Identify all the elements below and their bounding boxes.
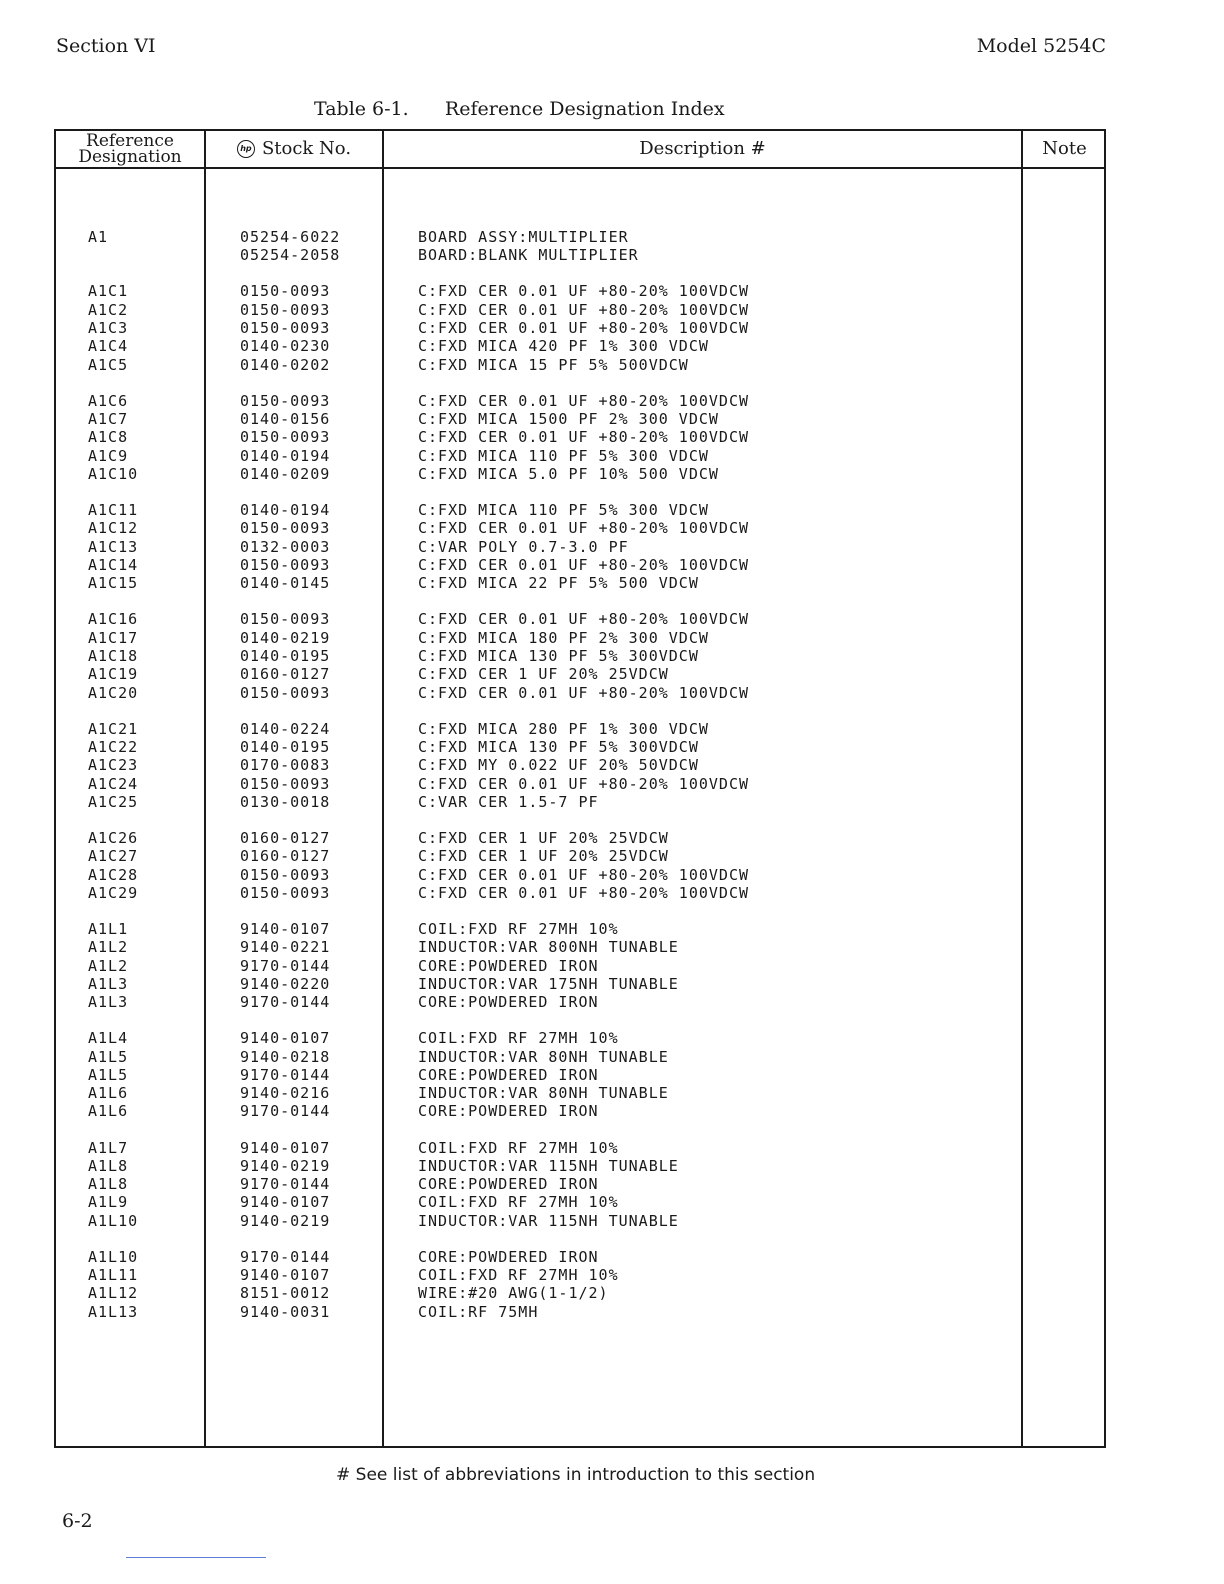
reference-designation-cell: A1C5 xyxy=(88,355,129,374)
reference-designation-cell: A1C17 xyxy=(88,628,139,647)
stock-number-cell: 0170-0083 xyxy=(240,756,331,775)
reference-designation-cell: A1C10 xyxy=(88,464,139,483)
stock-number-cell: 0132-0003 xyxy=(240,537,331,556)
description-cell: C:FXD CER 0.01 UF +80-20% 100VDCW xyxy=(418,683,750,702)
description-cell: C:FXD CER 0.01 UF +80-20% 100VDCW xyxy=(418,865,750,884)
stock-number-cell: 9140-0219 xyxy=(240,1211,331,1230)
reference-designation-cell: A1C24 xyxy=(88,774,139,793)
description-cell: C:FXD CER 0.01 UF +80-20% 100VDCW xyxy=(418,519,750,538)
reference-designation-cell: A1L8 xyxy=(88,1156,129,1175)
stock-number-cell: 0140-0195 xyxy=(240,646,331,665)
reference-designation-cell: A1 xyxy=(88,228,109,246)
description-cell: C:FXD CER 0.01 UF +80-20% 100VDCW xyxy=(418,774,750,793)
reference-designation-cell: A1C2 xyxy=(88,300,129,319)
description-cell: C:FXD CER 1 UF 20% 25VDCW xyxy=(418,665,669,684)
reference-designation-cell: A1C21 xyxy=(88,719,139,738)
reference-designation-cell: A1L2 xyxy=(88,938,129,957)
description-cell: INDUCTOR:VAR 80NH TUNABLE xyxy=(418,1047,669,1066)
stock-number-cell: 0140-0195 xyxy=(240,737,331,756)
description-cell: INDUCTOR:VAR 115NH TUNABLE xyxy=(418,1211,679,1230)
stock-number-cell: 9140-0107 xyxy=(240,1029,331,1048)
description-cell: CORE:POWDERED IRON xyxy=(418,1102,599,1121)
stock-number-cell: 0140-0145 xyxy=(240,574,331,593)
description-cell: C:FXD MICA 110 PF 5% 300 VDCW xyxy=(418,501,709,519)
stock-number-cell: 0150-0093 xyxy=(240,282,331,301)
description-cell: C:FXD CER 0.01 UF +80-20% 100VDCW xyxy=(418,282,750,301)
description-cell: CORE:POWDERED IRON xyxy=(418,1175,599,1194)
table-caption: Table 6-1. Reference Designation Index xyxy=(314,98,725,120)
description-cell: C:FXD CER 0.01 UF +80-20% 100VDCW xyxy=(418,555,750,574)
footnote: # See list of abbreviations in introduction to this section xyxy=(336,1465,816,1485)
description-cell: C:FXD MICA 110 PF 5% 300 VDCW xyxy=(418,446,709,465)
stock-number-cell: 05254-2058 xyxy=(240,246,341,265)
reference-designation-cell: A1L2 xyxy=(88,956,129,975)
reference-designation-cell: A1L12 xyxy=(88,1284,139,1303)
reference-designation-cell: A1C20 xyxy=(88,683,139,702)
description-cell: C:FXD MICA 180 PF 2% 300 VDCW xyxy=(418,628,709,647)
page-number: 6-2 xyxy=(62,1510,93,1532)
stock-number-cell: 9140-0031 xyxy=(240,1302,331,1321)
stock-number-cell: 9140-0107 xyxy=(240,1193,331,1212)
reference-designation-cell: A1C14 xyxy=(88,555,139,574)
description-cell: COIL:FXD RF 27MH 10% xyxy=(418,1193,619,1212)
stock-number-cell: 0150-0093 xyxy=(240,300,331,319)
reference-designation-cell: A1C25 xyxy=(88,792,139,811)
description-cell: C:VAR CER 1.5-7 PF xyxy=(418,792,599,811)
stock-number-cell: 0150-0093 xyxy=(240,865,331,884)
reference-designation-cell: A1C9 xyxy=(88,446,129,465)
stock-number-cell: 9170-0144 xyxy=(240,1065,331,1084)
stock-number-cell: 0140-0230 xyxy=(240,337,331,356)
stock-number-cell: 0150-0093 xyxy=(240,610,331,629)
stock-number-cell: 0150-0093 xyxy=(240,883,331,902)
reference-designation-cell: A1L7 xyxy=(88,1138,129,1157)
stock-number-cell: 9170-0144 xyxy=(240,1247,331,1266)
reference-designation-cell: A1C27 xyxy=(88,847,139,866)
stock-number-cell: 9140-0221 xyxy=(240,938,331,957)
stock-number-cell: 0150-0093 xyxy=(240,774,331,793)
description-cell: COIL:FXD RF 27MH 10% xyxy=(418,1266,619,1285)
description-cell: C:FXD CER 0.01 UF +80-20% 100VDCW xyxy=(418,883,750,902)
column-divider xyxy=(382,131,384,1446)
description-cell: COIL:FXD RF 27MH 10% xyxy=(418,919,619,938)
description-cell: C:FXD CER 0.01 UF +80-20% 100VDCW xyxy=(418,610,750,629)
stock-number-cell: 9170-0144 xyxy=(240,1102,331,1121)
stock-number-cell: 9170-0144 xyxy=(240,993,331,1012)
description-cell: CORE:POWDERED IRON xyxy=(418,993,599,1012)
reference-designation-cell: A1L6 xyxy=(88,1084,129,1103)
stock-number-cell: 0150-0093 xyxy=(240,683,331,702)
description-cell: C:FXD CER 0.01 UF +80-20% 100VDCW xyxy=(418,428,750,447)
reference-designation-cell: A1L3 xyxy=(88,974,129,993)
description-cell: BOARD ASSY:MULTIPLIER xyxy=(418,228,629,246)
stock-number-cell: 0140-0194 xyxy=(240,501,331,519)
stock-number-cell: 9140-0216 xyxy=(240,1084,331,1103)
reference-designation-cell: A1C4 xyxy=(88,337,129,356)
model-header: Model 5254C xyxy=(976,35,1106,57)
description-cell: INDUCTOR:VAR 800NH TUNABLE xyxy=(418,938,679,957)
reference-designation-cell: A1C7 xyxy=(88,410,129,428)
reference-designation-cell: A1C11 xyxy=(88,501,139,519)
description-cell: INDUCTOR:VAR 80NH TUNABLE xyxy=(418,1084,669,1103)
reference-designation-cell: A1C6 xyxy=(88,391,129,410)
description-cell: COIL:FXD RF 27MH 10% xyxy=(418,1029,619,1048)
description-cell: BOARD:BLANK MULTIPLIER xyxy=(418,246,639,265)
description-cell: C:FXD CER 0.01 UF +80-20% 100VDCW xyxy=(418,300,750,319)
reference-designation-cell: A1C26 xyxy=(88,828,139,847)
description-cell: COIL:RF 75MH xyxy=(418,1302,539,1321)
description-cell: COIL:FXD RF 27MH 10% xyxy=(418,1138,619,1157)
reference-designation-cell: A1C22 xyxy=(88,737,139,756)
stock-number-cell: 9140-0107 xyxy=(240,1138,331,1157)
description-cell: CORE:POWDERED IRON xyxy=(418,1247,599,1266)
column-header-reference xyxy=(56,131,204,167)
description-cell: C:FXD MICA 280 PF 1% 300 VDCW xyxy=(418,719,709,738)
stock-number-cell: 9140-0218 xyxy=(240,1047,331,1066)
description-cell: C:FXD MICA 22 PF 5% 500 VDCW xyxy=(418,574,699,593)
reference-designation-cell: A1C3 xyxy=(88,319,129,337)
header-divider xyxy=(56,167,1104,169)
column-header-reference-line1: Reference xyxy=(86,131,174,151)
description-cell: INDUCTOR:VAR 115NH TUNABLE xyxy=(418,1156,679,1175)
reference-designation-cell: A1C1 xyxy=(88,282,129,301)
reference-designation-cell: A1L5 xyxy=(88,1047,129,1066)
reference-designation-cell: A1C18 xyxy=(88,646,139,665)
reference-designation-cell: A1L6 xyxy=(88,1102,129,1121)
column-header-stock xyxy=(206,131,382,167)
stock-number-cell: 9170-0144 xyxy=(240,956,331,975)
hp-logo-icon: hp xyxy=(237,140,255,158)
description-cell: C:FXD MY 0.022 UF 20% 50VDCW xyxy=(418,756,699,775)
stock-number-cell: 9140-0220 xyxy=(240,974,331,993)
scan-edge-line xyxy=(126,1557,266,1558)
description-cell: C:FXD MICA 420 PF 1% 300 VDCW xyxy=(418,337,709,356)
stock-number-cell: 0140-0202 xyxy=(240,355,331,374)
reference-designation-cell: A1C23 xyxy=(88,756,139,775)
description-cell: C:FXD CER 1 UF 20% 25VDCW xyxy=(418,828,669,847)
reference-designation-cell: A1L5 xyxy=(88,1065,129,1084)
reference-designation-cell: A1L8 xyxy=(88,1175,129,1194)
reference-designation-cell: A1C28 xyxy=(88,865,139,884)
reference-designation-cell: A1L10 xyxy=(88,1247,139,1266)
reference-designation-cell: A1C19 xyxy=(88,665,139,684)
reference-designation-cell: A1L1 xyxy=(88,919,129,938)
description-cell: C:FXD MICA 130 PF 5% 300VDCW xyxy=(418,737,699,756)
reference-designation-cell: A1L4 xyxy=(88,1029,129,1048)
stock-number-cell: 0160-0127 xyxy=(240,847,331,866)
section-header: Section VI xyxy=(56,35,156,57)
reference-designation-cell: A1C15 xyxy=(88,574,139,593)
description-cell: C:VAR POLY 0.7-3.0 PF xyxy=(418,537,629,556)
stock-number-cell: 0140-0219 xyxy=(240,628,331,647)
stock-number-cell: 0140-0209 xyxy=(240,464,331,483)
stock-number-cell: 0140-0156 xyxy=(240,410,331,428)
description-cell: C:FXD MICA 1500 PF 2% 300 VDCW xyxy=(418,410,719,428)
description-cell: C:FXD MICA 130 PF 5% 300VDCW xyxy=(418,646,699,665)
description-cell: WIRE:#20 AWG(1-1/2) xyxy=(418,1284,609,1303)
reference-designation-cell: A1C12 xyxy=(88,519,139,538)
stock-number-cell: 9140-0107 xyxy=(240,1266,331,1285)
description-cell: INDUCTOR:VAR 175NH TUNABLE xyxy=(418,974,679,993)
stock-number-cell: 9140-0107 xyxy=(240,919,331,938)
stock-number-cell: 8151-0012 xyxy=(240,1284,331,1303)
column-header-reference-line2: Designation xyxy=(78,147,182,167)
description-cell: CORE:POWDERED IRON xyxy=(418,956,599,975)
description-cell: C:FXD MICA 5.0 PF 10% 500 VDCW xyxy=(418,464,719,483)
reference-designation-cell: A1L13 xyxy=(88,1302,139,1321)
reference-designation-cell: A1C13 xyxy=(88,537,139,556)
reference-designation-cell: A1C29 xyxy=(88,883,139,902)
stock-number-cell: 0140-0224 xyxy=(240,719,331,738)
stock-number-cell: 0150-0093 xyxy=(240,319,331,337)
stock-number-cell: 0150-0093 xyxy=(240,428,331,447)
column-header-description: Description # xyxy=(639,138,766,159)
column-header-note: Note xyxy=(1042,138,1087,159)
description-cell: CORE:POWDERED IRON xyxy=(418,1065,599,1084)
reference-designation-cell: A1L9 xyxy=(88,1193,129,1212)
reference-designation-cell: A1L3 xyxy=(88,993,129,1012)
reference-designation-cell: A1C8 xyxy=(88,428,129,447)
reference-designation-cell: A1L10 xyxy=(88,1211,139,1230)
stock-number-cell: 0150-0093 xyxy=(240,519,331,538)
reference-designation-cell: A1C16 xyxy=(88,610,139,629)
stock-number-cell: 9170-0144 xyxy=(240,1175,331,1194)
column-header-stock-label: Stock No. xyxy=(261,138,352,159)
description-cell: C:FXD CER 0.01 UF +80-20% 100VDCW xyxy=(418,391,750,410)
stock-number-cell: 0160-0127 xyxy=(240,665,331,684)
stock-number-cell: 9140-0219 xyxy=(240,1156,331,1175)
description-cell: C:FXD MICA 15 PF 5% 500VDCW xyxy=(418,355,689,374)
column-divider xyxy=(1021,131,1023,1446)
column-divider xyxy=(204,131,206,1446)
stock-number-cell: 0160-0127 xyxy=(240,828,331,847)
reference-designation-cell: A1L11 xyxy=(88,1266,139,1285)
description-cell: C:FXD CER 0.01 UF +80-20% 100VDCW xyxy=(418,319,750,337)
stock-number-cell: 0150-0093 xyxy=(240,555,331,574)
description-cell: C:FXD CER 1 UF 20% 25VDCW xyxy=(418,847,669,866)
stock-number-cell: 05254-6022 xyxy=(240,228,341,246)
stock-number-cell: 0140-0194 xyxy=(240,446,331,465)
stock-number-cell: 0150-0093 xyxy=(240,391,331,410)
stock-number-cell: 0130-0018 xyxy=(240,792,331,811)
